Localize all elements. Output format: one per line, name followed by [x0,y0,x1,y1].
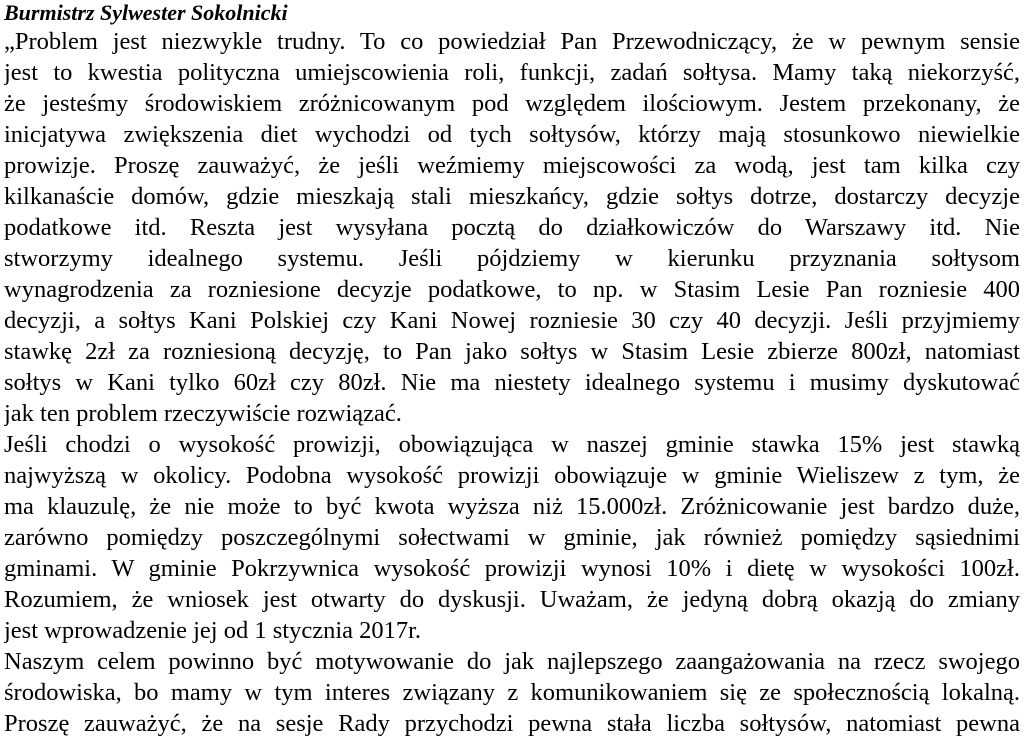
text-line-5: prowizje. Proszę zauważyć, że jeśli weźmiemy miejscowości za wodą, jest tam kilka czy [4,152,1020,179]
text-line-20: jest wprowadzenie jej od 1 stycznia 2017r. [4,617,422,644]
speaker-heading: Burmistrz Sylwester Sokolnicki [4,0,288,25]
text-line-21: Naszym celem powinno być motywowanie do jak najlepszego zaangażowania na rzecz swojego [4,648,1020,675]
text-line-23: Proszę zauważyć, że na sesje Rady przychodzi pewna stała liczba sołtysów, natomiast pewna [4,710,1020,736]
text-line-2: jest to kwestia polityczna umiejscowienia roli, funkcji, zadań sołtysa. Mamy taką niekorzyść, [4,59,1020,86]
text-line-14: Jeśli chodzi o wysokość prowizji, obowiązująca w naszej gminie stawka 15% jest stawką [4,431,1020,458]
text-line-3: że jesteśmy środowiskiem zróżnicowanym pod względem ilościowym. Jestem przekonany, że [4,90,1020,117]
text-line-8: stworzymy idealnego systemu. Jeśli pójdziemy w kierunku przyznania sołtysom [4,245,1020,272]
text-line-1: „Problem jest niezwykle trudny. To co powiedział Pan Przewodniczący, że w pewnym sensie [4,28,1020,55]
text-line-13: jak ten problem rzeczywiście rozwiązać. [4,400,402,427]
text-line-10: decyzji, a sołtys Kani Polskiej czy Kani Nowej rozniesie 30 czy 40 decyzji. Jeśli przyjmiemy [4,307,1020,334]
text-line-15: najwyższą w okolicy. Podobna wysokość prowizji obowiązuje w gminie Wieliszew z tym, że [4,462,1020,489]
text-line-16: ma klauzulę, że nie może to być kwota wyższa niż 15.000zł. Zróżnicowanie jest bardzo duże, [4,493,1020,520]
text-line-9: wynagrodzenia za rozniesione decyzje podatkowe, to np. w Stasim Lesie Pan rozniesie 400 [4,276,1020,303]
text-line-7: podatkowe itd. Reszta jest wysyłana pocztą do działkowiczów do Warszawy itd. Nie [4,214,1020,241]
text-line-6: kilkanaście domów, gdzie mieszkają stali mieszkańcy, gdzie sołtys dotrze, dostarczy decyzje [4,183,1020,210]
text-line-12: sołtys w Kani tylko 60zł czy 80zł. Nie ma niestety idealnego systemu i musimy dyskutować [4,369,1020,396]
text-line-4: inicjatywa zwiększenia diet wychodzi od tych sołtysów, którzy mają stosunkowo niewielkie [4,121,1020,148]
text-line-22: środowiska, bo mamy w tym interes związany z komunikowaniem się ze społecznością lokalną. [4,679,1020,706]
text-line-11: stawkę 2zł za rozniesioną decyzję, to Pan jako sołtys w Stasim Lesie zbierze 800zł, natomiast [4,338,1020,365]
text-line-17: zarówno pomiędzy poszczególnymi sołectwami w gminie, jak również pomiędzy sąsiednimi [4,524,1020,551]
text-line-18: gminami. W gminie Pokrzywnica wysokość prowizji wynosi 10% i dietę w wysokości 100zł. [4,555,1020,582]
text-line-19: Rozumiem, że wniosek jest otwarty do dyskusji. Uważam, że jedyną dobrą okazją do zmiany [4,586,1020,613]
